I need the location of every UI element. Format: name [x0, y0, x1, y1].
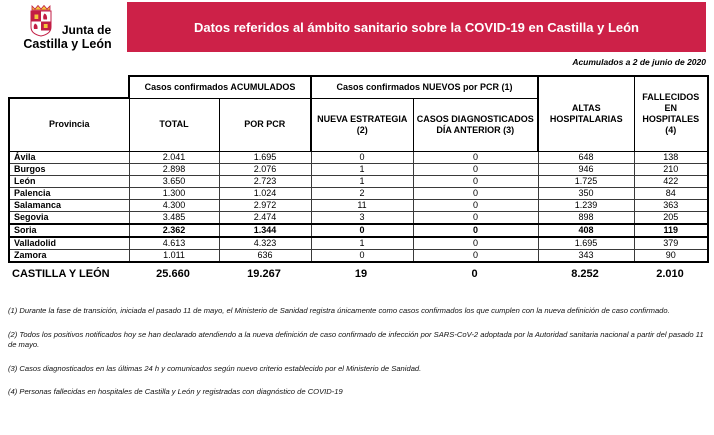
value-altas: 1.725: [538, 175, 634, 187]
value-nueva: 0: [311, 249, 413, 262]
logo-text-line1: Junta de: [61, 23, 112, 37]
page-title: Datos referidos al ámbito sanitario sobre la COVID-19 en Castilla y León: [193, 19, 639, 35]
value-total: 2.898: [129, 163, 219, 175]
value-altas: 1.695: [538, 237, 634, 250]
value-altas: 898: [538, 211, 634, 224]
province-name: Valladolid: [9, 237, 129, 250]
province-name: León: [9, 175, 129, 187]
value-total: 1.300: [129, 187, 219, 199]
total-value-total: 25.660: [156, 268, 190, 280]
value-diag: 0: [413, 175, 538, 187]
table-row-avila: [9, 151, 708, 163]
value-fallecidos: 138: [634, 151, 708, 163]
footnote-3: (3) Casos diagnosticados en las últimas 24 h y comunicados según nuevo criterio establecido por el Ministerio de Sanidad.: [8, 363, 422, 373]
value-fallecidos: 210: [634, 163, 708, 175]
province-name: Palencia: [9, 187, 129, 199]
value-nueva: 0: [311, 151, 413, 163]
date-subtitle: Acumulados a 2 de junio de 2020: [572, 57, 706, 67]
junta-logo: [10, 4, 125, 51]
value-total: 1.011: [129, 249, 219, 262]
header-fallecidos: FALLECIDOS EN HOSPITALES (4): [634, 76, 708, 151]
value-total: 4.300: [129, 199, 219, 211]
value-fallecidos: 422: [634, 175, 708, 187]
header-por-pcr: POR PCR: [219, 98, 311, 151]
table-row-total: [8, 264, 707, 286]
footnotes: [8, 306, 707, 411]
value-altas: 1.239: [538, 199, 634, 211]
value-nueva: 1: [311, 175, 413, 187]
value-por-pcr: 1.024: [219, 187, 311, 199]
value-nueva: 0: [311, 224, 413, 237]
header-casos-diagnosticados: CASOS DIAGNOSTICADOS DÍA ANTERIOR (3): [413, 98, 538, 151]
header-provincia: Provincia: [9, 98, 129, 151]
value-total: 4.613: [129, 237, 219, 250]
value-fallecidos: 363: [634, 199, 708, 211]
value-por-pcr: 1.695: [219, 151, 311, 163]
value-total: 3.650: [129, 175, 219, 187]
table-row-palencia: [9, 187, 708, 199]
total-row-table: [8, 264, 707, 286]
value-por-pcr: 2.972: [219, 199, 311, 211]
total-value-diag: 0: [471, 268, 478, 280]
table-row-zamora: [9, 249, 708, 262]
total-value-nueva: 19: [354, 268, 368, 280]
total-value-altas: 8.252: [571, 268, 599, 280]
value-diag: 0: [413, 211, 538, 224]
logo-text-line2: Castilla y León: [23, 37, 112, 51]
province-name: Soria: [9, 224, 129, 237]
value-nueva: 1: [311, 163, 413, 175]
value-diag: 0: [413, 151, 538, 163]
value-nueva: 2: [311, 187, 413, 199]
value-altas: 343: [538, 249, 634, 262]
province-name: Ávila: [9, 151, 129, 163]
value-diag: 0: [413, 249, 538, 262]
value-fallecidos: 84: [634, 187, 708, 199]
value-por-pcr: 2.474: [219, 211, 311, 224]
table-row-burgos: [9, 163, 708, 175]
table-row-segovia: [9, 211, 708, 224]
value-diag: 0: [413, 187, 538, 199]
coat-of-arms-icon: [24, 4, 58, 38]
value-diag: 0: [413, 237, 538, 250]
value-altas: 350: [538, 187, 634, 199]
value-por-pcr: 2.723: [219, 175, 311, 187]
value-por-pcr: 636: [219, 249, 311, 262]
value-altas: 946: [538, 163, 634, 175]
title-banner: [127, 2, 706, 52]
value-altas: 648: [538, 151, 634, 163]
main-table: [8, 75, 709, 263]
value-altas: 408: [538, 224, 634, 237]
header-altas: ALTAS HOSPITALARIAS: [538, 76, 634, 151]
total-value-fallecidos: 2.010: [656, 268, 684, 280]
value-fallecidos: 90: [634, 249, 708, 262]
header-nueva-estrategia: NUEVA ESTRATEGIA (2): [311, 98, 413, 151]
value-diag: 0: [413, 163, 538, 175]
table-row-leon: [9, 175, 708, 187]
table-row-valladolid: [9, 237, 708, 250]
value-nueva: 1: [311, 237, 413, 250]
province-name: Salamanca: [9, 199, 129, 211]
value-por-pcr: 4.323: [219, 237, 311, 250]
value-nueva: 3: [311, 211, 413, 224]
value-por-pcr: 1.344: [219, 224, 311, 237]
total-value-por-pcr: 19.267: [247, 268, 281, 280]
value-fallecidos: 119: [634, 224, 708, 237]
value-total: 2.041: [129, 151, 219, 163]
empty-corner-cell: [9, 76, 129, 98]
value-nueva: 11: [311, 199, 413, 211]
value-diag: 0: [413, 224, 538, 237]
footnote-1: (1) Durante la fase de transición, iniciada el pasado 11 de mayo, el Ministerio de Sanidad registra únicamente como casos confirmados los que cumplen con la nueva definición de caso confirmado.: [8, 306, 670, 315]
value-diag: 0: [413, 199, 538, 211]
header-group-accumulated: Casos confirmados ACUMULADOS: [129, 76, 311, 98]
value-total: 3.485: [129, 211, 219, 224]
footnote-2: (2) Todos los positivos notificados hoy se han declarado atendiendo a la nueva definición de caso confirmado de infección por SARS-CoV-2 adoptada por la Autoridad sanitaria nacional a partir del pasado 11 de mayo.: [8, 329, 704, 349]
value-fallecidos: 205: [634, 211, 708, 224]
total-region-label: CASTILLA Y LEÓN: [12, 268, 110, 280]
table-row-soria: [9, 224, 708, 237]
value-total: 2.362: [129, 224, 219, 237]
header-total: TOTAL: [129, 98, 219, 151]
province-name: Zamora: [9, 249, 129, 262]
value-por-pcr: 2.076: [219, 163, 311, 175]
province-name: Segovia: [9, 211, 129, 224]
value-fallecidos: 379: [634, 237, 708, 250]
province-name: Burgos: [9, 163, 129, 175]
covid-data-table: [8, 75, 707, 286]
footnote-4: (4) Personas fallecidas en hospitales de Castilla y León y registradas con diagnóstico de COVID-19: [8, 387, 343, 396]
header-group-new-pcr: Casos confirmados NUEVOS por PCR (1): [311, 76, 538, 98]
table-row-salamanca: [9, 199, 708, 211]
